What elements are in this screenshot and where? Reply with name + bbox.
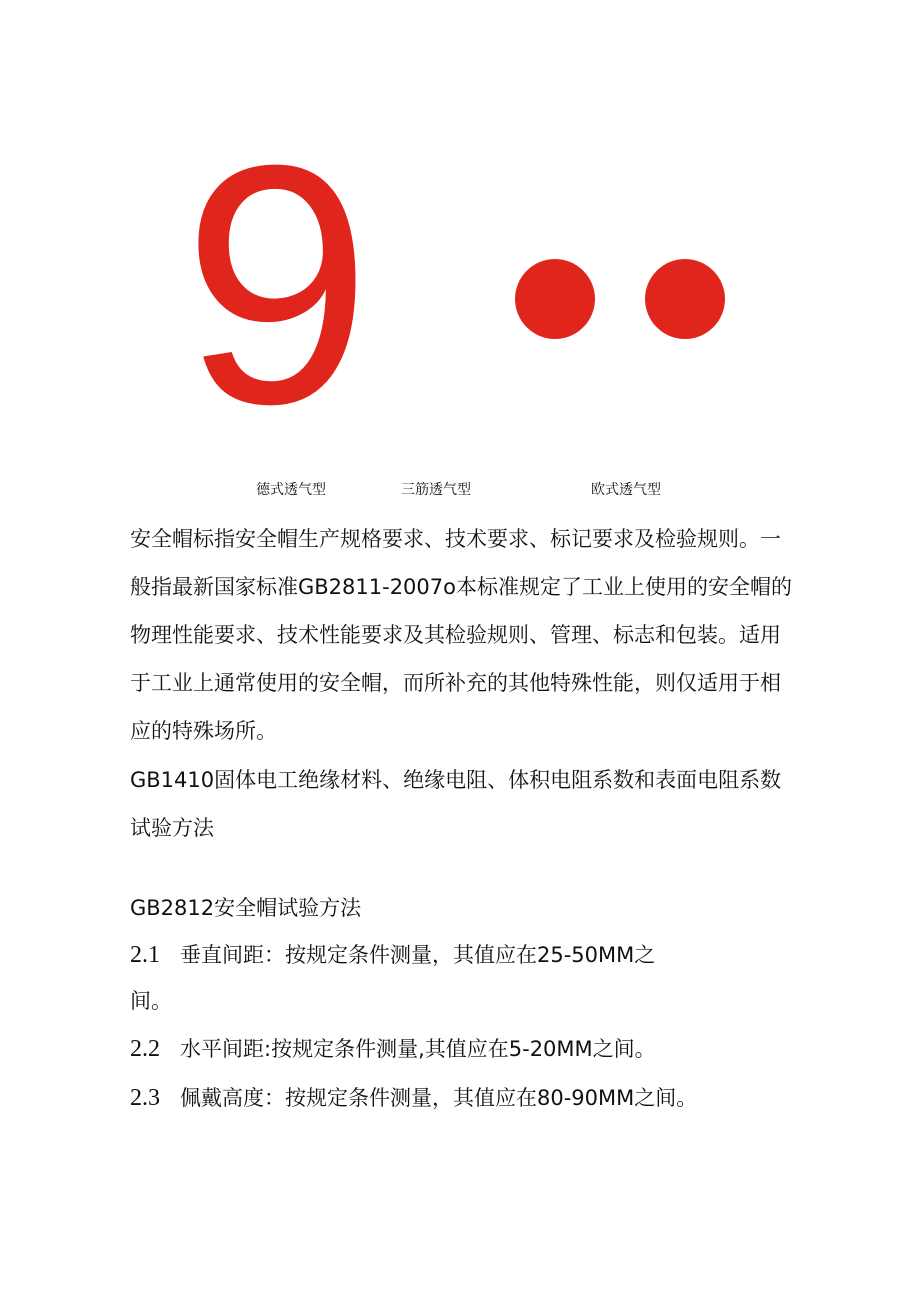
spec-number: 2.2	[130, 1036, 160, 1062]
standard-gb2812: GB2812安全帽试验方法	[130, 896, 362, 920]
figure-digit: 9	[182, 95, 372, 475]
spec-text: 水平间距:按规定条件测量,其值应在5-20MM之间。	[180, 1037, 656, 1061]
spec-vertical-spacing	[130, 940, 655, 970]
red-dot-left	[515, 259, 595, 339]
standard-gb1410: GB1410固体电工绝缘材料、绝缘电阻、体积电阻系数和表面电阻系数试验方法	[130, 768, 782, 840]
spec-text: 佩戴高度：按规定条件测量，其值应在80-90MM之间。	[180, 1086, 698, 1110]
caption-european-vent: 欧式透气型	[591, 482, 661, 498]
spec-number: 2.3	[130, 1085, 160, 1111]
spec-wearing-height	[130, 1083, 697, 1113]
spec-text: 垂直间距：按规定条件测量，其值应在25-50MM之	[180, 943, 656, 967]
caption-german-vent: 德式透气型	[256, 482, 326, 498]
caption-three-rib-vent: 三筋透气型	[401, 482, 471, 498]
red-dot-right	[645, 259, 725, 339]
spec-horizontal-spacing	[130, 1034, 656, 1064]
spec-vertical-spacing-continued: 间。	[130, 989, 172, 1013]
intro-paragraph: 安全帽标指安全帽生产规格要求、技术要求、标记要求及检验规则。一般指最新国家标准GB2811-2007o本标准规定了工业上使用的安全帽的物理性能要求、技术性能要求及其检验规则、管理、标志和包装。适用于工业上通常使用的安全帽，而所补充的其他特殊性能，则仅适用于相应的特殊场所。	[130, 527, 792, 743]
spec-number: 2.1	[130, 942, 160, 968]
